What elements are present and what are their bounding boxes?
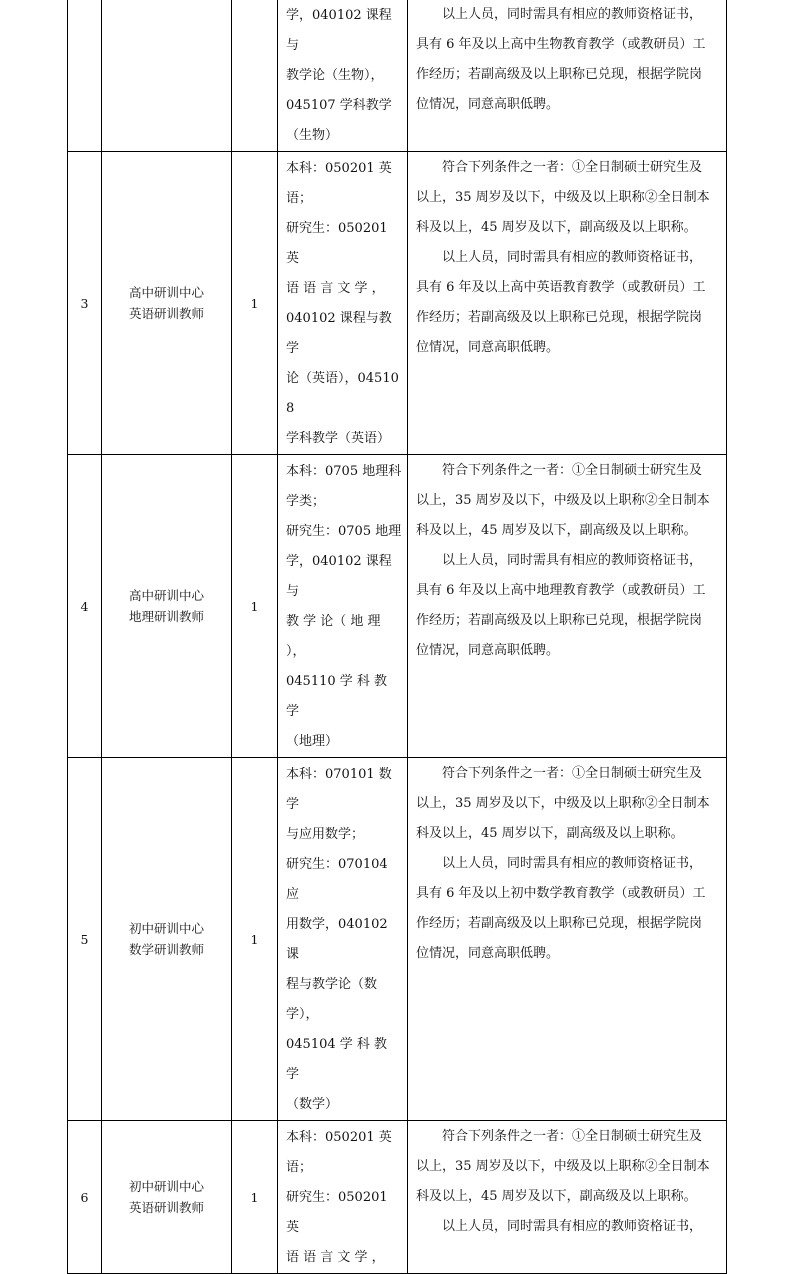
requirement-line: 作经历；若副高级及以上职称已兑现，根据学院岗 bbox=[416, 916, 703, 931]
position-name bbox=[102, 0, 232, 152]
requirement-line: 以上人员，同时需具有相应的教师资格证书， bbox=[442, 856, 703, 871]
table-row bbox=[68, 455, 727, 758]
major-line: （地理） bbox=[286, 734, 339, 749]
position-line: 数学研训教师 bbox=[128, 942, 204, 957]
requirement-line: 符合下列条件之一者：①全日制硕士研究生及 bbox=[442, 160, 703, 175]
requirement-line: 科及以上，45 周岁及以下，副高级及以上职称。 bbox=[416, 220, 697, 235]
requirement-line: 符合下列条件之一者：①全日制硕士研究生及 bbox=[442, 463, 703, 478]
headcount: 1 bbox=[232, 455, 278, 758]
row-number: 5 bbox=[68, 758, 102, 1121]
major-line: 045107 学科教学 bbox=[286, 98, 392, 113]
requirement-line: 以上，35 周岁及以下，中级及以上职称②全日制本 bbox=[416, 1159, 710, 1174]
requirement-line: 作经历；若副高级及以上职称已兑现，根据学院岗 bbox=[416, 67, 703, 82]
table-row bbox=[68, 0, 727, 152]
requirement-line: 位情况，同意高职低聘。 bbox=[416, 340, 560, 355]
major-requirement bbox=[278, 152, 408, 455]
position-line: 英语研训教师 bbox=[128, 1200, 204, 1215]
recruitment-table bbox=[67, 0, 727, 1274]
requirement-line: 作经历；若副高级及以上职称已兑现，根据学院岗 bbox=[416, 613, 703, 628]
position-line: 高中研训中心 bbox=[128, 285, 204, 300]
position-line: 地理研训教师 bbox=[128, 609, 204, 624]
requirement-line: 以上人员，同时需具有相应的教师资格证书， bbox=[442, 553, 703, 568]
major-requirement bbox=[278, 1121, 408, 1274]
position-name bbox=[102, 455, 232, 758]
requirement-line: 以上，35 周岁及以下，中级及以上职称②全日制本 bbox=[416, 796, 710, 811]
row-number: 6 bbox=[68, 1121, 102, 1274]
requirement-line: 科及以上，45 周岁以下，副高级及以上职称。 bbox=[416, 826, 684, 841]
position-name bbox=[102, 152, 232, 455]
major-line: 研究生：050201 英 bbox=[286, 221, 388, 266]
major-line: 学类； bbox=[286, 494, 326, 509]
major-line: （生物） bbox=[286, 128, 339, 143]
requirement-line: 以上人员，同时需具有相应的教师资格证书， bbox=[442, 250, 703, 265]
major-line: 学，040102 课程与 bbox=[286, 8, 392, 53]
other-requirements bbox=[408, 758, 727, 1121]
requirement-line: 符合下列条件之一者：①全日制硕士研究生及 bbox=[442, 766, 703, 781]
major-line: 本科：050201 英语； bbox=[286, 161, 392, 206]
requirement-line: 具有 6 年及以上高中英语教育教学（或教研员）工 bbox=[416, 280, 706, 295]
major-line: 研究生：070104 应 bbox=[286, 857, 388, 902]
major-line: 学科教学（英语） bbox=[286, 431, 391, 446]
other-requirements bbox=[408, 455, 727, 758]
table-row bbox=[68, 152, 727, 455]
position-line: 高中研训中心 bbox=[128, 588, 204, 603]
major-line: 本科：070101 数学 bbox=[286, 767, 392, 812]
row-number: 3 bbox=[68, 152, 102, 455]
major-requirement bbox=[278, 758, 408, 1121]
table-row bbox=[68, 1121, 727, 1274]
major-line: 045110 学 科 教 学 bbox=[286, 674, 388, 719]
other-requirements bbox=[408, 152, 727, 455]
position-line: 初中研训中心 bbox=[128, 1179, 204, 1194]
major-line: 用数学，040102 课 bbox=[286, 917, 388, 962]
major-requirement bbox=[278, 455, 408, 758]
requirement-line: 以上，35 周岁及以下，中级及以上职称②全日制本 bbox=[416, 493, 710, 508]
major-line: （数学） bbox=[286, 1097, 339, 1112]
row-number bbox=[68, 0, 102, 152]
position-line: 英语研训教师 bbox=[128, 306, 204, 321]
requirement-line: 作经历；若副高级及以上职称已兑现，根据学院岗 bbox=[416, 310, 703, 325]
requirement-line: 具有 6 年及以上初中数学教育教学（或教研员）工 bbox=[416, 886, 706, 901]
requirement-line: 以上人员，同时需具有相应的教师资格证书， bbox=[442, 1219, 703, 1234]
major-line: 045104 学 科 教 学 bbox=[286, 1037, 388, 1082]
requirement-line: 以上人员，同时需具有相应的教师资格证书， bbox=[442, 7, 703, 22]
requirement-line: 位情况，同意高职低聘。 bbox=[416, 97, 560, 112]
requirement-line: 科及以上，45 周岁及以下，副高级及以上职称。 bbox=[416, 523, 697, 538]
position-name bbox=[102, 758, 232, 1121]
requirement-line: 符合下列条件之一者：①全日制硕士研究生及 bbox=[442, 1129, 703, 1144]
requirement-line: 位情况，同意高职低聘。 bbox=[416, 946, 560, 961]
headcount: 1 bbox=[232, 758, 278, 1121]
major-line: 本科：0705 地理科 bbox=[286, 464, 402, 479]
major-line: 语 语 言 文 学 ， bbox=[286, 1250, 385, 1265]
major-line: 040102 课程与教学 bbox=[286, 311, 392, 356]
major-line: 程与教学论（数学）， bbox=[286, 977, 378, 1022]
requirement-line: 以上，35 周岁及以下，中级及以上职称②全日制本 bbox=[416, 190, 710, 205]
requirement-line: 具有 6 年及以上高中生物教育教学（或教研员）工 bbox=[416, 37, 706, 52]
major-line: 教学论（生物）， bbox=[286, 68, 384, 83]
requirement-line: 科及以上，45 周岁及以下，副高级及以上职称。 bbox=[416, 1189, 697, 1204]
major-line: 研究生：0705 地理 bbox=[286, 524, 402, 539]
major-line: 研究生：050201 英 bbox=[286, 1190, 388, 1235]
major-line: 语 语 言 文 学 ， bbox=[286, 281, 385, 296]
major-line: 本科：050201 英语； bbox=[286, 1130, 392, 1175]
requirement-line: 具有 6 年及以上高中地理教育教学（或教研员）工 bbox=[416, 583, 706, 598]
major-line: 教 学 论（ 地 理 ）， bbox=[286, 614, 381, 659]
headcount: 1 bbox=[232, 152, 278, 455]
table-row bbox=[68, 758, 727, 1121]
requirement-line: 位情况，同意高职低聘。 bbox=[416, 643, 560, 658]
other-requirements bbox=[408, 0, 727, 152]
other-requirements bbox=[408, 1121, 727, 1274]
position-line: 初中研训中心 bbox=[128, 921, 204, 936]
headcount: 1 bbox=[232, 1121, 278, 1274]
major-line: 学，040102 课程与 bbox=[286, 554, 392, 599]
headcount bbox=[232, 0, 278, 152]
row-number: 4 bbox=[68, 455, 102, 758]
major-line: 与应用数学； bbox=[286, 827, 365, 842]
major-line: 论（英语），045108 bbox=[286, 371, 399, 416]
position-name bbox=[102, 1121, 232, 1274]
major-requirement bbox=[278, 0, 408, 152]
